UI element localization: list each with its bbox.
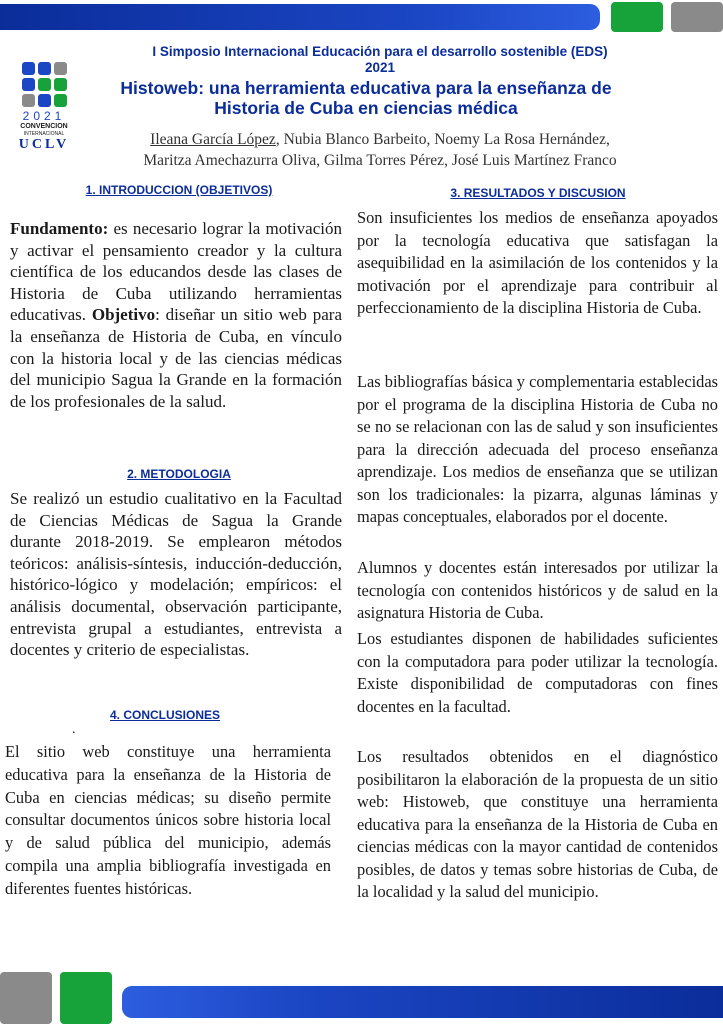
logo-squares-icon xyxy=(22,62,67,107)
logo-convencion: CONVENCION xyxy=(20,123,68,130)
objetivo-label: Objetivo xyxy=(91,305,156,325)
first-author: Ileana García López xyxy=(150,131,276,148)
results-paragraph-1: Son insuficientes los medios de enseñanza apoyados por la tecnología educativa que satisfagan la asequibilidad en la asimilación de los contenidos y la motivación por el aprendizaje para contribuir al perfeccionamiento de la disciplina Historia de Cuba. xyxy=(357,208,718,317)
intro-heading: 1. INTRODUCCION (OBJETIVOS) xyxy=(85,183,273,197)
method-heading: 2. METODOLOGIA xyxy=(127,467,231,481)
logo-university: UCLV xyxy=(18,137,70,152)
poster-title xyxy=(96,78,636,118)
symposium-line-2: 2021 xyxy=(364,60,396,75)
results-paragraph-5: Los resultados obtenidos en el diagnóstico posibilitaron la elaboración de la propuesta de un sitio web: Histoweb, que constituye una herramienta educativa para la enseñanza de la Historia de Cuba en ciencias médicas con la mayor cantidad de contenidos posibles, de datos y temas sobre historias de Cuba, de la localidad y la salud del municipio. xyxy=(357,747,718,901)
title-line-1: Histoweb: una herramienta educativa para la enseñanza de xyxy=(120,78,612,98)
authors-rest: , Nubia Blanco Barbeito, Noemy La Rosa Hernández, xyxy=(275,131,610,148)
conclusions-heading: 4. CONCLUSIONES xyxy=(109,708,220,722)
objetivo-text: : diseñar un sitio web para la enseñanza de Historia de Cuba, en vínculo con la historia local y de las ciencias médicas del municipio Sagua la Grande en la formación de los profesionales de la salud. xyxy=(10,305,342,411)
title-line-2: Historia de Cuba en ciencias médica xyxy=(214,98,518,118)
bottom-gray-square xyxy=(0,972,52,1024)
intro-paragraph xyxy=(10,218,342,412)
results-paragraph-3: Alumnos y docentes están interesados por utilizar la tecnología con contenidos históricos y de salud en la asignatura Historia de Cuba. xyxy=(357,558,718,622)
top-green-square xyxy=(611,2,663,32)
symposium-name xyxy=(100,44,660,76)
results-heading: 3. RESULTADOS Y DISCUSION xyxy=(450,186,626,200)
conclusions-paragraph: El sitio web constituye una herramienta educativa para la enseñanza de la Historia de Cuba en ciencias médicas; su diseño permite consultar documentos únicos sobre historia local y de salud pública del municipio, además compila una amplia bibliografía investigada en diferentes fuentes históricas. xyxy=(5,742,331,898)
authors xyxy=(100,129,660,171)
results-paragraph-2: Las bibliografías básica y complementaria establecidas por el programa de la disciplina Historia de Cuba no se no se relacionan con las de salud y son insuficientes para la dirección adecuada del proceso enseñanza aprendizaje. Los medios de enseñanza que se utilizan son los tradicionales: la pizarra, algunas láminas y mapas conceptuales, elaborados por el docente. xyxy=(357,372,718,526)
conclusions-dot: . xyxy=(72,722,76,737)
logo-year: 2021 xyxy=(22,109,66,123)
top-decoration xyxy=(0,0,723,36)
fundamento-text: es necesario lograr la motivación y activar el pensamiento creador y la cultura científica de los educandos desde las clases de Historia de Cuba utilizando herramientas educativas. xyxy=(10,219,342,325)
top-blue-bar xyxy=(0,4,600,30)
authors-line-1 xyxy=(100,129,660,150)
bottom-green-square xyxy=(60,972,112,1024)
authors-line-2: Maritza Amechazurra Oliva, Gilma Torres Pérez, José Luis Martínez Franco xyxy=(143,152,617,169)
top-gray-square xyxy=(671,2,723,32)
symposium-line-1: I Simposio Internacional Educación para el desarrollo sostenible (EDS) xyxy=(152,44,608,59)
fundamento-label: Fundamento: xyxy=(10,219,109,238)
results-paragraph-4: Los estudiantes disponen de habilidades suficientes con la computadora para poder utilizar la tecnología. Existe disponibilidad de computadoras con fines docentes en la facultad. xyxy=(357,629,718,716)
logo-internacional: INTERNACIONAL xyxy=(23,131,65,137)
convention-logo xyxy=(14,62,74,158)
bottom-blue-bar xyxy=(122,986,723,1018)
method-paragraph: Se realizó un estudio cualitativo en la Facultad de Ciencias Médicas de Sagua la Grande durante 2018-2019. Se emplearon métodos teóricos: análisis-síntesis, inducción-deducción, histórico-lógico y modelación; empíricos: el análisis documental, observación participante, entrevista grupal a estudiantes, entrevista a docentes y criterio de especialistas. xyxy=(10,489,342,660)
